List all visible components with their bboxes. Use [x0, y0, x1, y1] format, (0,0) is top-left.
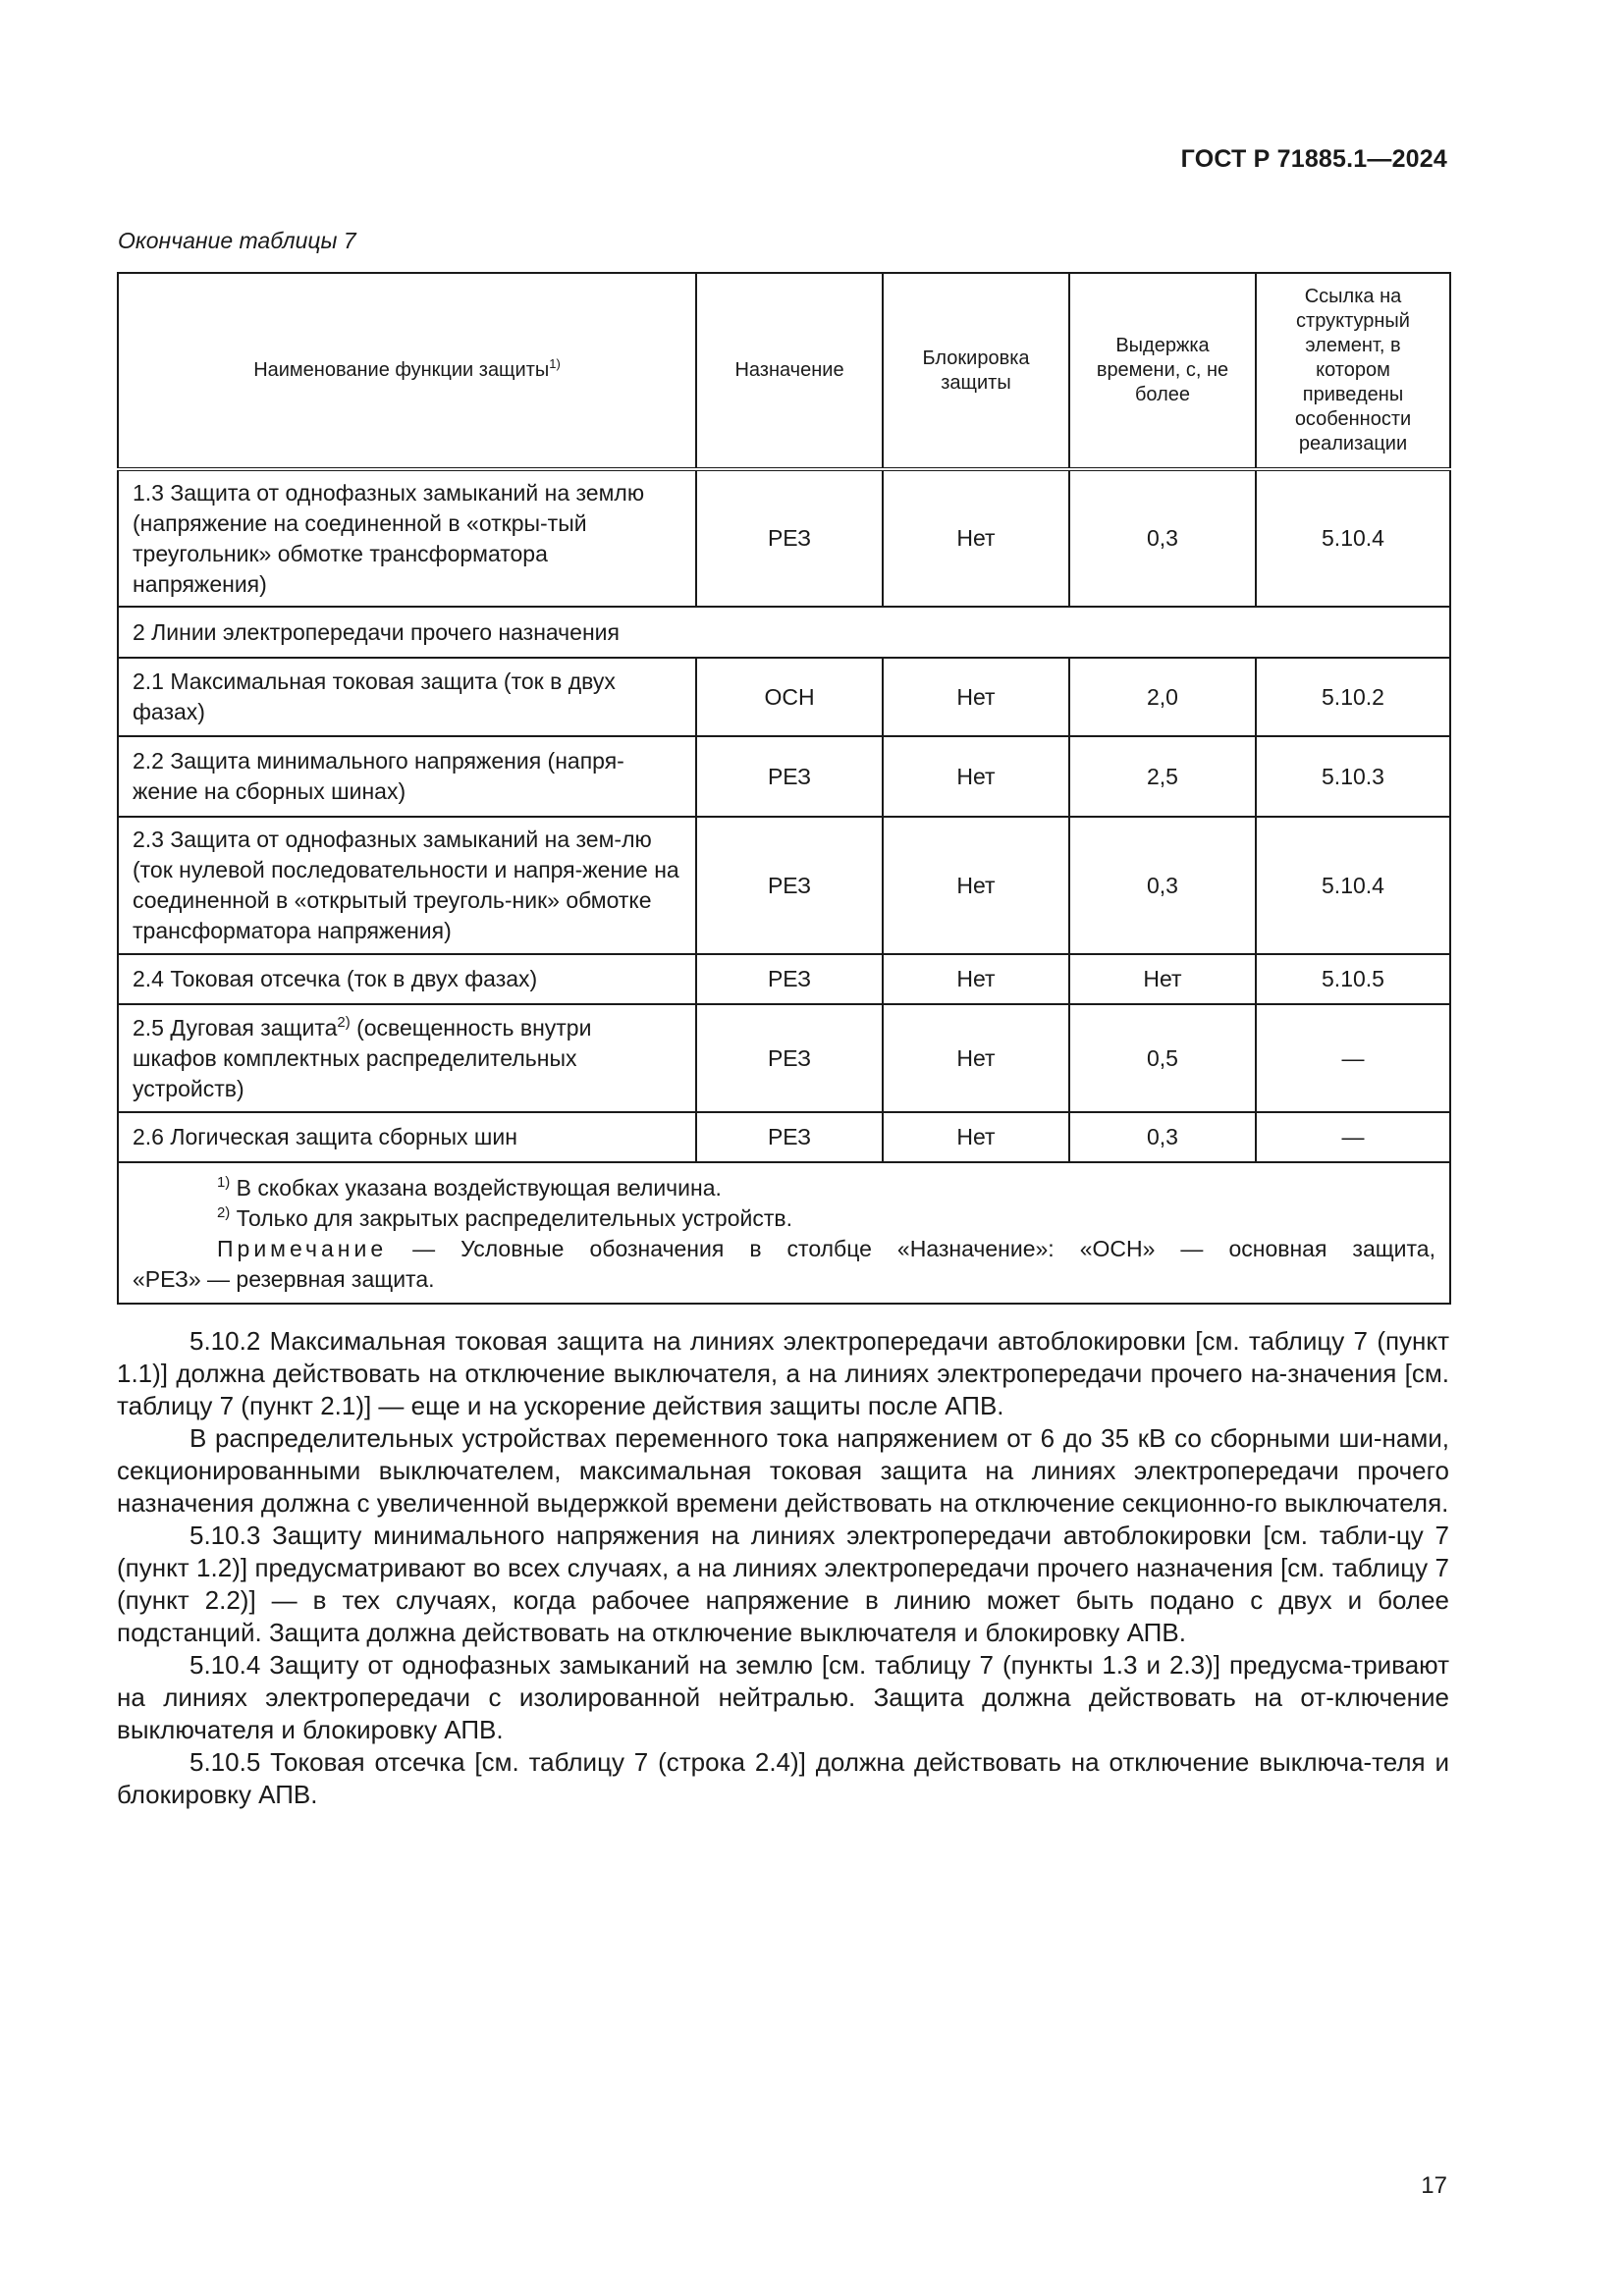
table-caption: Окончание таблицы 7 [118, 228, 356, 253]
row-name: 2.3 Защита от однофазных замыканий на зем-лю (ток нулевой последовательности и напря-жение на соединенной в «открытый треуголь-ник» обмотке трансформатора напряжения) [118, 817, 696, 954]
row-purpose: РЕЗ [696, 954, 883, 1004]
note-line-1: Примечание — Условные обозначения в столбце «Назначение»: «ОСН» — основная защита, [217, 1236, 1435, 1261]
row-delay: 2,5 [1069, 736, 1256, 817]
row-blocking: Нет [883, 469, 1069, 607]
table-row [118, 1004, 1450, 1112]
header-blocking: Блокировка защиты [883, 273, 1069, 469]
table-notes [118, 1162, 1450, 1304]
row-purpose: РЕЗ [696, 469, 883, 607]
row-delay: 2,0 [1069, 658, 1256, 736]
paragraph: 5.10.4 Защиту от однофазных замыканий на землю [см. таблицу 7 (пункты 1.3 и 2.3)] предусма-тривают на линиях электропередачи с изолированной нейтралью. Защита должна действовать на от-ключение выключателя и блокировку АПВ. [117, 1650, 1449, 1744]
row-delay: 0,3 [1069, 469, 1256, 607]
row-name: 2.6 Логическая защита сборных шин [118, 1112, 696, 1162]
row-reference: — [1256, 1004, 1450, 1112]
table-row [118, 954, 1450, 1004]
row-delay: Нет [1069, 954, 1256, 1004]
footnote-2: $^{2)}$ Только для закрытых распределительных устройств. [217, 1204, 793, 1231]
row-blocking: Нет [883, 1112, 1069, 1162]
row-blocking: Нет [883, 658, 1069, 736]
row-blocking: Нет [883, 1004, 1069, 1112]
table-row [118, 469, 1450, 607]
paragraph: В распределительных устройствах переменного тока напряжением от 6 до 35 кВ со сборными ши-нами, секционированными выключателем, максимальная токовая защита на линиях электропередачи прочего назначения должна с увеличенной выдержкой времени действовать на отключение секционно-го выключателя. [117, 1423, 1449, 1518]
row-purpose: ОСН [696, 658, 883, 736]
table-row [118, 736, 1450, 817]
table-notes-row [118, 1162, 1450, 1304]
row-name: 2.1 Максимальная токовая защита (ток в двух фазах) [118, 658, 696, 736]
table-7 [117, 272, 1451, 1305]
paragraph: 5.10.2 Максимальная токовая защита на линиях электропередачи автоблокировки [см. таблицу 7 (пункт 1.1)] должна действовать на отключение выключателя, а на линиях электропередачи прочего на-значения [см. таблицу 7 (пункт 2.1)] — еще и на ускорение действия защиты после АПВ. [117, 1326, 1449, 1420]
row-reference: 5.10.2 [1256, 658, 1450, 736]
section-title: 2 Линии электропередачи прочего назначения [118, 607, 1450, 658]
table-header-row [118, 273, 1450, 469]
row-reference: 5.10.3 [1256, 736, 1450, 817]
table-row [118, 1112, 1450, 1162]
row-name: 2.2 Защита минимального напряжения (напря-жение на сборных шинах) [118, 736, 696, 817]
row-reference: — [1256, 1112, 1450, 1162]
note-line-2: «РЕЗ» — резервная защита. [133, 1266, 435, 1292]
paragraph: 5.10.5 Токовая отсечка [см. таблицу 7 (строка 2.4)] должна действовать на отключение выключа-теля и блокировку АПВ. [117, 1747, 1449, 1809]
row-purpose: РЕЗ [696, 1112, 883, 1162]
row-purpose: РЕЗ [696, 817, 883, 954]
body-text [117, 1325, 1449, 1811]
row-delay: 0,5 [1069, 1004, 1256, 1112]
table-row [118, 658, 1450, 736]
page-number: 17 [1421, 2172, 1447, 2199]
row-blocking: Нет [883, 954, 1069, 1004]
row-name: 2.4 Токовая отсечка (ток в двух фазах) [118, 954, 696, 1004]
header-delay: Выдержка времени, с, не более [1069, 273, 1256, 469]
table-row [118, 817, 1450, 954]
row-reference: 5.10.5 [1256, 954, 1450, 1004]
document-code: ГОСТ Р 71885.1—2024 [1180, 145, 1447, 173]
row-purpose: РЕЗ [696, 736, 883, 817]
row-purpose: РЕЗ [696, 1004, 883, 1112]
row-reference: 5.10.4 [1256, 817, 1450, 954]
paragraph: 5.10.3 Защиту минимального напряжения на линиях электропередачи автоблокировки [см. табли-цу 7 (пункт 1.2)] предусматривают во всех случаях, а на линиях электропередачи прочего назначения [см. таблицу 7 (пункт 2.2)] — в тех случаях, когда рабочее напряжение в линию может быть подано с двух и более подстанций. Защита должна действовать на отключение выключателя и блокировку АПВ. [117, 1521, 1449, 1647]
row-reference: 5.10.4 [1256, 469, 1450, 607]
header-name: Наименование функции защиты$^{1)}$ [118, 273, 696, 469]
row-delay: 0,3 [1069, 1112, 1256, 1162]
row-name: 1.3 Защита от однофазных замыканий на землю (напряжение на соединенной в «откры-тый треугольник» обмотке трансформатора напряжения) [118, 469, 696, 607]
footnote-1: $^{1)}$ В скобках указана воздействующая величина. [217, 1174, 722, 1201]
note-label: Примечание [217, 1236, 388, 1261]
header-purpose: Назначение [696, 273, 883, 469]
header-reference: Ссылка на структурный элемент, в котором приведены особенности реализации [1256, 273, 1450, 469]
row-name: 2.5 Дуговая защита$^{2)}$ (освещенность внутри шкафов комплектных распределительных устройств) [118, 1004, 696, 1112]
table-section-row [118, 607, 1450, 658]
row-blocking: Нет [883, 736, 1069, 817]
row-delay: 0,3 [1069, 817, 1256, 954]
row-blocking: Нет [883, 817, 1069, 954]
